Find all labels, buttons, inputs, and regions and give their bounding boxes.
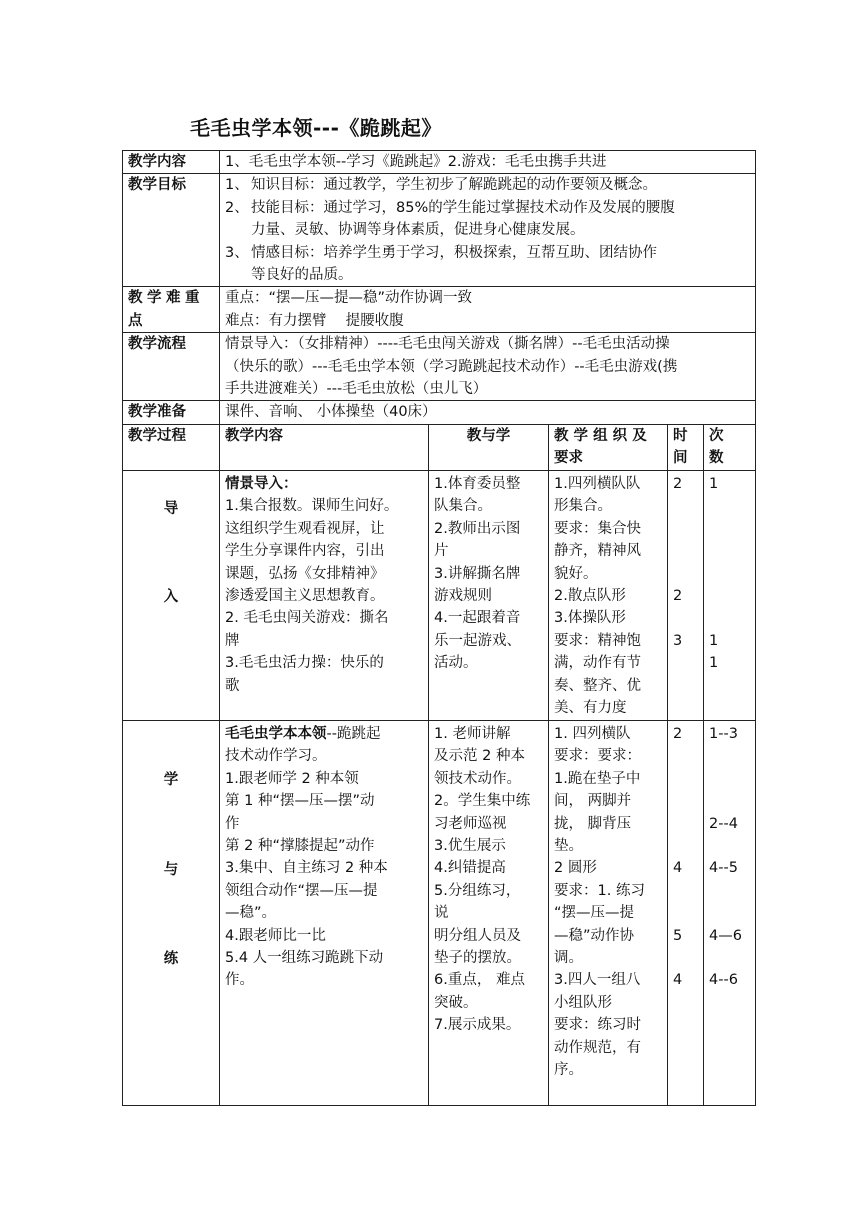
intro-org-line: 1.四列横队队 (554, 475, 641, 492)
learn-count-value (709, 745, 750, 767)
intro-content-line: 歌 (225, 677, 240, 694)
learn-time-value: 2 (673, 725, 683, 742)
intro-teach-line: 4.一起跟着音 (434, 610, 521, 627)
header-time-line-1: 时 (673, 427, 688, 444)
learn-time-value (673, 813, 698, 835)
goal-item (225, 242, 750, 264)
intro-time-value (673, 540, 698, 562)
intro-teach-line: 片 (434, 543, 449, 560)
learn-time-value (673, 790, 698, 812)
learn-content-line: 第 1 种“摆—压—摆”动 (225, 793, 375, 810)
learn-org-line: 1.跪在垫子中 (554, 770, 641, 787)
learn-teach-line: 5.分组练习， (434, 882, 521, 899)
learn-teach-line: 明分组人员及 (434, 927, 521, 944)
header-count-line-2: 数 (709, 450, 724, 467)
goal-item (225, 174, 750, 196)
learn-time-value: 4 (673, 972, 683, 989)
row-flow (123, 333, 756, 401)
learn-org-line: 2 圆形 (554, 860, 597, 877)
learn-teach-line: 6.重点， 难点 (434, 972, 525, 989)
intro-content-line: 渗透爱国主义思想教育。 (225, 587, 385, 604)
key-points (220, 287, 756, 333)
intro-time-value (673, 607, 698, 629)
intro-count-value: 1 (709, 632, 719, 649)
page-title: 毛毛虫学本领---《跪跳起》 (190, 116, 442, 140)
flow-line: 情景导入：（女排精神）----毛毛虫闯关游戏（撕名牌）--毛毛虫活动操 (225, 336, 670, 353)
intro-time-value: 2 (673, 475, 683, 492)
header-time (668, 424, 704, 470)
goal-number: 1、 (225, 177, 249, 194)
learn-org-line: 1. 四列横队 (554, 725, 631, 742)
intro-teach-line: 乐一起游戏、 (434, 632, 521, 649)
learn-org (549, 720, 668, 1105)
key-point: 重点：“摆—压—提—稳”动作协调一致 (225, 290, 473, 307)
learn-teach-line: 4.纠错提高 (434, 860, 506, 877)
learn-count-value (709, 947, 750, 969)
intro-time-value (673, 652, 698, 674)
goal-text-continued: 力量、灵敏、协调等身体素质，促进身心健康发展。 (251, 222, 585, 239)
intro-count-value (709, 607, 750, 629)
row-prep (123, 401, 756, 424)
learn-time-value (673, 880, 698, 902)
flow-label: 教学流程 (123, 333, 220, 401)
learn-org-line: 调。 (554, 949, 583, 966)
intro-count-value (709, 585, 750, 607)
learn-content-line: 3.集中、自主练习 2 种本 (225, 860, 388, 877)
learn-content-line: 技术动作学习。 (225, 748, 327, 765)
intro-teach-line: 游戏规则 (434, 587, 492, 604)
row-goals (123, 174, 756, 287)
prep-label: 教学准备 (123, 401, 220, 424)
header-content: 教学内容 (220, 424, 429, 470)
learn-content-line: 领组合动作“摆—压—提 (225, 882, 378, 899)
learn-stage-char-1: 学 (163, 771, 179, 788)
flow-line: （快乐的歌）---毛毛虫学本领（学习跪跳起技术动作）--毛毛虫游戏(携 (225, 358, 678, 375)
learn-content-line: —稳”。 (225, 905, 277, 922)
learn-org-line: 3.四人一组八 (554, 972, 641, 989)
learn-teach-line: 1. 老师讲解 (434, 725, 511, 742)
intro-content-line: 这组织学生观看视屏，让 (225, 520, 385, 537)
intro-time (668, 470, 704, 720)
intro-org (549, 470, 668, 720)
process-header-row (123, 424, 756, 470)
learn-teach-line: 领技术动作。 (434, 770, 521, 787)
learn-teach-line: 及示范 2 种本 (434, 748, 525, 765)
goal-label: 教学目标 (123, 174, 220, 287)
learn-org-line: 序。 (554, 1061, 583, 1078)
learn-content-head (225, 723, 423, 745)
lesson-plan-table (122, 150, 756, 1106)
learn-count (704, 720, 756, 1105)
header-teach: 教与学 (429, 424, 549, 470)
flow-text (220, 333, 756, 401)
intro-content-line: 1.集合报数。课师生问好。 (225, 498, 399, 515)
learn-content-head-rest: --跪跳起 (326, 725, 381, 742)
intro-count-value: 1 (709, 475, 719, 492)
intro-time-value (673, 518, 698, 540)
intro-time-value: 2 (673, 587, 683, 604)
intro-teach-line: 1.体育委员整 (434, 475, 521, 492)
learn-org-line: 垫。 (554, 837, 583, 854)
intro-org-line: 要求：精神饱 (554, 632, 641, 649)
learn-stage (123, 720, 220, 1105)
learn-row (123, 720, 756, 1105)
learn-time-value (673, 902, 698, 924)
goal-number: 2、 (225, 199, 249, 216)
intro-count-value (709, 518, 750, 540)
learn-time-value (673, 768, 698, 790)
intro-content-line: 3.毛毛虫活力操：快乐的 (225, 655, 384, 672)
intro-time-value (673, 563, 698, 585)
learn-count-value (709, 768, 750, 790)
learn-content-line: 1.跟老师学 2 种本领 (225, 770, 359, 787)
header-count-line-1: 次 (709, 427, 724, 444)
key-label-line-1: 教学难重 (128, 290, 204, 307)
learn-time-value (673, 745, 698, 767)
intro-teach (429, 470, 549, 720)
learn-teach-line: 垫子的摆放。 (434, 949, 521, 966)
goal-number: 3、 (225, 244, 249, 261)
intro-org-line: 美、有力度 (554, 699, 627, 716)
goal-text: 情感目标：培养学生勇于学习，积极探索，互帮互助、团结协作 (251, 244, 657, 261)
learn-count-value: 4--5 (709, 860, 738, 877)
learn-time-value: 4 (673, 860, 683, 877)
learn-count-value (709, 790, 750, 812)
header-org-line-1: 教 学 组 织 及 (554, 427, 647, 444)
intro-teach-line: 2.教师出示图 (434, 520, 521, 537)
learn-content-head-bold: 毛毛虫学本本领 (225, 725, 327, 742)
intro-org-line: 静齐，精神风 (554, 543, 641, 560)
learn-teach-line: 3.优生展示 (434, 837, 506, 854)
intro-stage-char-2: 入 (163, 588, 179, 605)
learn-org-line: 要求：练习时 (554, 1017, 641, 1034)
learn-content-line: 第 2 种“撑膝提起”动作 (225, 837, 375, 854)
intro-content-line: 情景导入： (225, 475, 298, 492)
intro-org-line: 形集合。 (554, 498, 612, 515)
intro-count-value (709, 563, 750, 585)
intro-org-line: 满，动作有节 (554, 655, 641, 672)
learn-teach (429, 720, 549, 1105)
goal-text: 技能目标：通过学习，85%的学生能过掌握技术动作及发展的腰腹 (251, 199, 675, 216)
learn-time-value: 5 (673, 927, 683, 944)
learn-content-line: 5.4 人一组练习跪跳下动 (225, 949, 384, 966)
header-time-line-2: 间 (673, 450, 688, 467)
learn-teach-line: 习老师巡视 (434, 815, 507, 832)
intro-stage (123, 470, 220, 720)
learn-stage-char-2: 与 (163, 861, 179, 878)
intro-count-value (709, 540, 750, 562)
learn-content-line: 4.跟老师比一比 (225, 927, 326, 944)
learn-content-line: 作 (225, 815, 240, 832)
intro-content-line: 牌 (225, 632, 240, 649)
learn-org-line: 要求：1. 练习 (554, 882, 645, 899)
row-key-points (123, 287, 756, 333)
learn-org-line: —稳”动作协 (554, 927, 635, 944)
header-stage: 教学过程 (123, 424, 220, 470)
learn-count-value: 4—6 (709, 927, 742, 944)
content-text: 1、毛毛虫学本领--学习《跪跳起》2.游戏：毛毛虫携手共进 (220, 151, 756, 174)
learn-stage-char-3: 练 (163, 950, 179, 967)
goal-text: 知识目标：通过教学，学生初步了解跪跳起的动作要领及概念。 (251, 177, 657, 194)
row-content (123, 151, 756, 174)
intro-org-line: 要求：集合快 (554, 520, 641, 537)
learn-org-line: 小组队形 (554, 994, 612, 1011)
intro-content-line: 课题，弘扬《女排精神》 (225, 565, 385, 582)
learn-count-value (709, 880, 750, 902)
learn-org-line: 要求：要求： (554, 748, 641, 765)
learn-count-value: 2--4 (709, 815, 738, 832)
intro-org-line: 2.散点队形 (554, 587, 626, 604)
learn-content-line: 作。 (225, 972, 254, 989)
flow-line: 手共进渡难关）---毛毛虫放松（虫儿飞） (225, 381, 488, 398)
key-label (123, 287, 220, 333)
learn-teach-line: 2。学生集中练 (434, 793, 531, 810)
intro-org-line: 貌好。 (554, 565, 598, 582)
intro-content (220, 470, 429, 720)
goal-text-continued: 等良好的品质。 (251, 267, 353, 284)
intro-teach-line: 3.讲解撕名牌 (434, 565, 521, 582)
learn-count-value: 4--6 (709, 972, 738, 989)
learn-time-value (673, 835, 698, 857)
learn-count-value (709, 835, 750, 857)
learn-time (668, 720, 704, 1105)
learn-org-line: 间， 两脚并 (554, 793, 632, 810)
intro-count (704, 470, 756, 720)
learn-time-value (673, 947, 698, 969)
learn-count-value (709, 902, 750, 924)
prep-text: 课件、音响、 小体操垫（40床） (220, 401, 756, 424)
intro-org-line: 3.体操队形 (554, 610, 626, 627)
goal-item (225, 197, 750, 219)
learn-teach-line: 说 (434, 905, 449, 922)
header-count (704, 424, 756, 470)
learn-teach-line: 突破。 (434, 994, 478, 1011)
goal-list (220, 174, 756, 287)
intro-count-value: 1 (709, 655, 719, 672)
key-label-line-2: 点 (128, 312, 143, 329)
intro-time-value (673, 495, 698, 517)
learn-teach-line: 7.展示成果。 (434, 1017, 521, 1034)
intro-row (123, 470, 756, 720)
difficult-point: 难点：有力摆臂 提腰收腹 (225, 312, 404, 329)
intro-time-value: 3 (673, 632, 683, 649)
header-org (549, 424, 668, 470)
intro-stage-char-1: 导 (163, 500, 179, 517)
header-org-line-2: 要求 (554, 450, 583, 467)
learn-org-line: 拢， 脚背压 (554, 815, 632, 832)
learn-org-line: 动作规范，有 (554, 1039, 641, 1056)
intro-teach-line: 队集合。 (434, 498, 492, 515)
intro-content-line: 学生分享课件内容，引出 (225, 543, 385, 560)
learn-org-line: “摆—压—提 (554, 905, 635, 922)
intro-count-value (709, 495, 750, 517)
learn-content (220, 720, 429, 1105)
learn-count-value: 1--3 (709, 725, 738, 742)
intro-teach-line: 活动。 (434, 655, 478, 672)
intro-content-line: 2. 毛毛虫闯关游戏：撕名 (225, 610, 389, 627)
content-label: 教学内容 (123, 151, 220, 174)
intro-org-line: 奏、整齐、优 (554, 677, 641, 694)
